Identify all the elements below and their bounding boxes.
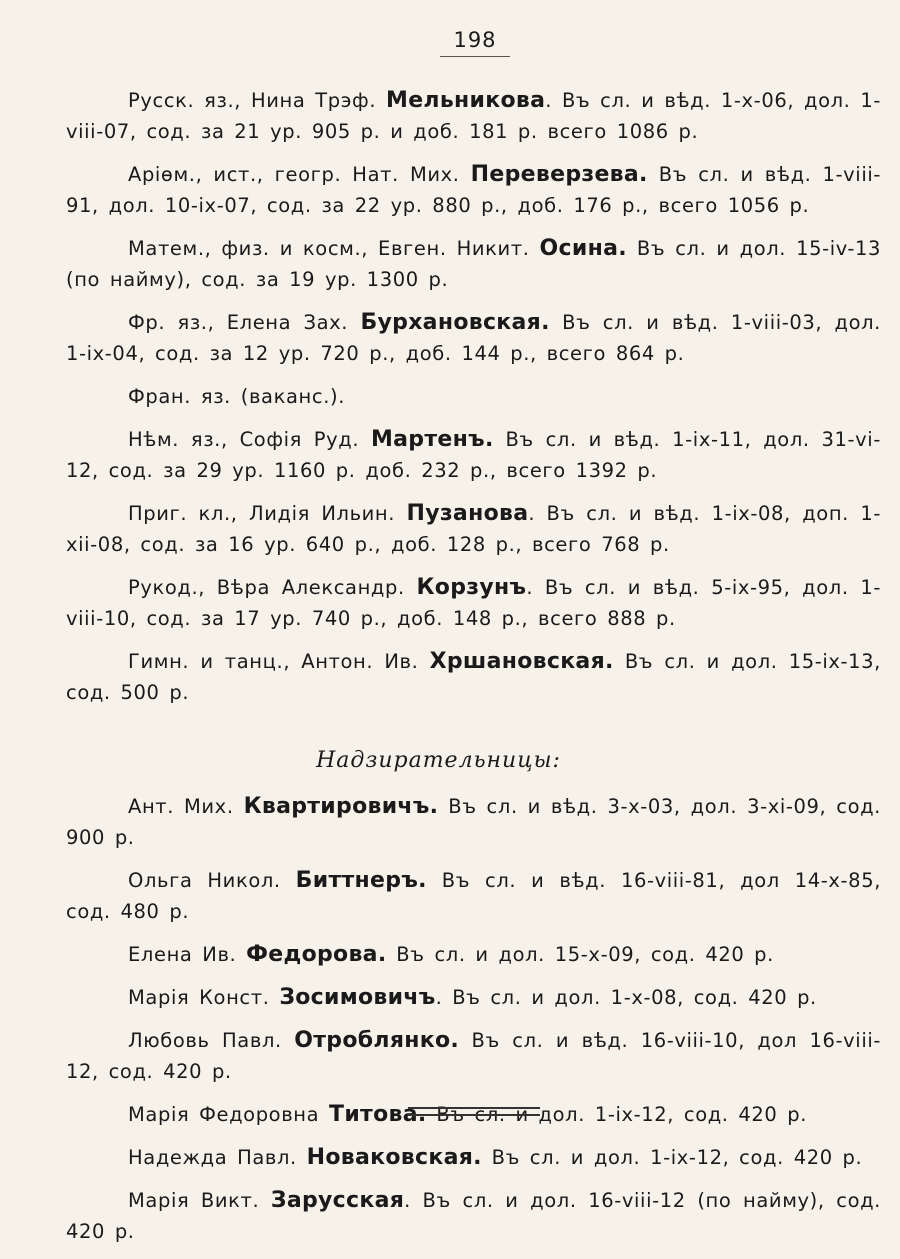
entry-details: . Въ сл. и дол. 1-x-08, сод. 420 р. — [435, 986, 817, 1009]
entry-details: Въ сл. и дол. 15-x-09, сод. 420 р. — [396, 943, 774, 966]
entry-surname: Мартенъ. — [370, 427, 494, 452]
supervisors-heading: Надзирательницы: — [316, 748, 561, 773]
page-number-rule — [440, 56, 510, 57]
entry-surname: Хршановская. — [429, 649, 614, 674]
staff-entry — [66, 865, 881, 927]
entry-prefix: Марія Конст. — [128, 986, 270, 1009]
entry-details: . Въ сл. и вѣд. 5-ix-95, дол. 1-viii-10, сод. за 17 ур. 740 р., доб. 148 р., всего 888 р. — [66, 576, 881, 630]
entry-prefix: Фр. яз., Елена Зах. — [128, 311, 349, 334]
entry-prefix: Аріѳм., ист., геогр. Нат. Мих. — [128, 163, 460, 186]
entry-surname: Зарусская — [270, 1188, 405, 1213]
entry-details: Въ сл. и вѣд. 1-ix-11, дол. 31-vi-12, сод. за 29 ур. 1160 р. доб. 232 р., всего 1392 р. — [66, 428, 881, 482]
entry-details: . Въ сл. и дол. 16-viii-12 (по найму), сод. 420 р. — [66, 1189, 881, 1243]
entry-surname: Квартировичъ. — [243, 794, 439, 819]
entry-details: Въ сл. и дол. 1-ix-12, сод. 420 р. — [491, 1146, 863, 1169]
entry-surname: Титова. — [329, 1102, 427, 1127]
entry-details: Въ сл. и вѣд. 3-x-03, дол. 3-xi-09, сод. 900 р. — [66, 795, 881, 849]
entry-prefix: Приг. кл., Лидія Ильин. — [128, 502, 396, 525]
staff-entry — [66, 939, 881, 970]
entry-details: Въ сл. и дол. 15-iv-13 (по найму), сод. за 19 ур. 1300 р. — [66, 237, 882, 291]
staff-entry — [66, 791, 881, 853]
staff-entry — [66, 646, 881, 708]
entry-details: . Въ сл. и вѣд. 1-x-06, дол. 1-viii-07, сод. за 21 ур. 905 р. и доб. 181 р. всего 1086 р. — [66, 89, 881, 143]
entry-details: . Въ сл. и вѣд. 1-ix-08, доп. 1-xii-08, сод. за 16 ур. 640 р., доб. 128 р., всего 768 р. — [66, 502, 881, 556]
entry-prefix: Елена Ив. — [128, 943, 237, 966]
entry-surname: Зосимовичъ — [279, 985, 436, 1010]
entry-prefix: Ант. Мих. — [128, 795, 234, 818]
staff-entry — [66, 159, 881, 221]
end-double-rule — [408, 1107, 540, 1116]
staff-entry — [66, 1142, 881, 1173]
entry-prefix: Матем., физ. и косм., Евген. Никит. — [128, 237, 530, 260]
entry-prefix: Надежда Павл. — [128, 1146, 297, 1169]
entry-details: Въ сл. и вѣд. 1-viii-03, дол. 1-ix-04, сод. за 12 ур. 720 р., доб. 144 р., всего 864 р. — [66, 311, 881, 365]
entry-prefix: Нѣм. яз., Софія Руд. — [128, 428, 360, 451]
entry-details: Въ сл. и вѣд. 16-viii-81, дол 14-x-85, сод. 480 р. — [66, 869, 881, 923]
entry-surname: Новаковская. — [306, 1145, 482, 1170]
staff-entry — [66, 1185, 881, 1247]
entry-prefix: Марія Викт. — [128, 1189, 260, 1212]
staff-entry — [66, 233, 881, 295]
staff-entry — [66, 1025, 881, 1087]
entry-surname: Бурхановская. — [360, 310, 550, 335]
entry-surname: Отроблянко. — [294, 1028, 460, 1053]
entry-surname: Корзунъ — [416, 575, 527, 600]
entry-surname: Переверзева. — [470, 162, 648, 187]
entry-surname: Осина. — [539, 236, 627, 261]
staff-entry — [66, 982, 881, 1013]
staff-entry — [66, 498, 881, 560]
staff-entry — [66, 424, 881, 486]
staff-entry — [66, 307, 881, 369]
staff-entry — [66, 85, 881, 147]
teachers-section — [66, 85, 881, 708]
entry-surname: Биттнеръ. — [295, 868, 427, 893]
entry-prefix: Фран. яз. (ваканс.). — [128, 385, 346, 408]
staff-list — [66, 85, 881, 1259]
entry-prefix: Любовь Павл. — [128, 1029, 282, 1052]
staff-entry — [66, 572, 881, 634]
entry-prefix: Гимн. и танц., Антон. Ив. — [128, 650, 419, 673]
entry-details: Въ сл. и дол. 15-ix-13, сод. 500 р. — [66, 650, 881, 704]
supervisors-section — [66, 791, 881, 1247]
entry-prefix: Рукод., Вѣра Александр. — [128, 576, 405, 599]
entry-prefix: Русск. яз., Нина Трэф. — [128, 89, 377, 112]
staff-entry-vacancy — [66, 381, 881, 412]
entry-details: Въ сл. и вѣд. 1-viii-91, дол. 10-ix-07, сод. за 22 ур. 880 р., доб. 176 р., всего 1056 р. — [66, 163, 881, 217]
entry-surname: Пузанова — [406, 501, 529, 526]
entry-surname: Мельникова — [386, 88, 546, 113]
entry-prefix: Ольга Никол. — [128, 869, 281, 892]
entry-surname: Федорова. — [246, 942, 387, 967]
page-number: 198 — [453, 28, 497, 52]
entry-prefix: Марія Федоровна — [128, 1103, 320, 1126]
entry-details: Въ сл. и дол. 1-ix-12, сод. 420 р. — [436, 1103, 807, 1126]
entry-details: Въ сл. и вѣд. 16-viii-10, дол 16-viii-12, сод. 420 р. — [66, 1029, 881, 1083]
